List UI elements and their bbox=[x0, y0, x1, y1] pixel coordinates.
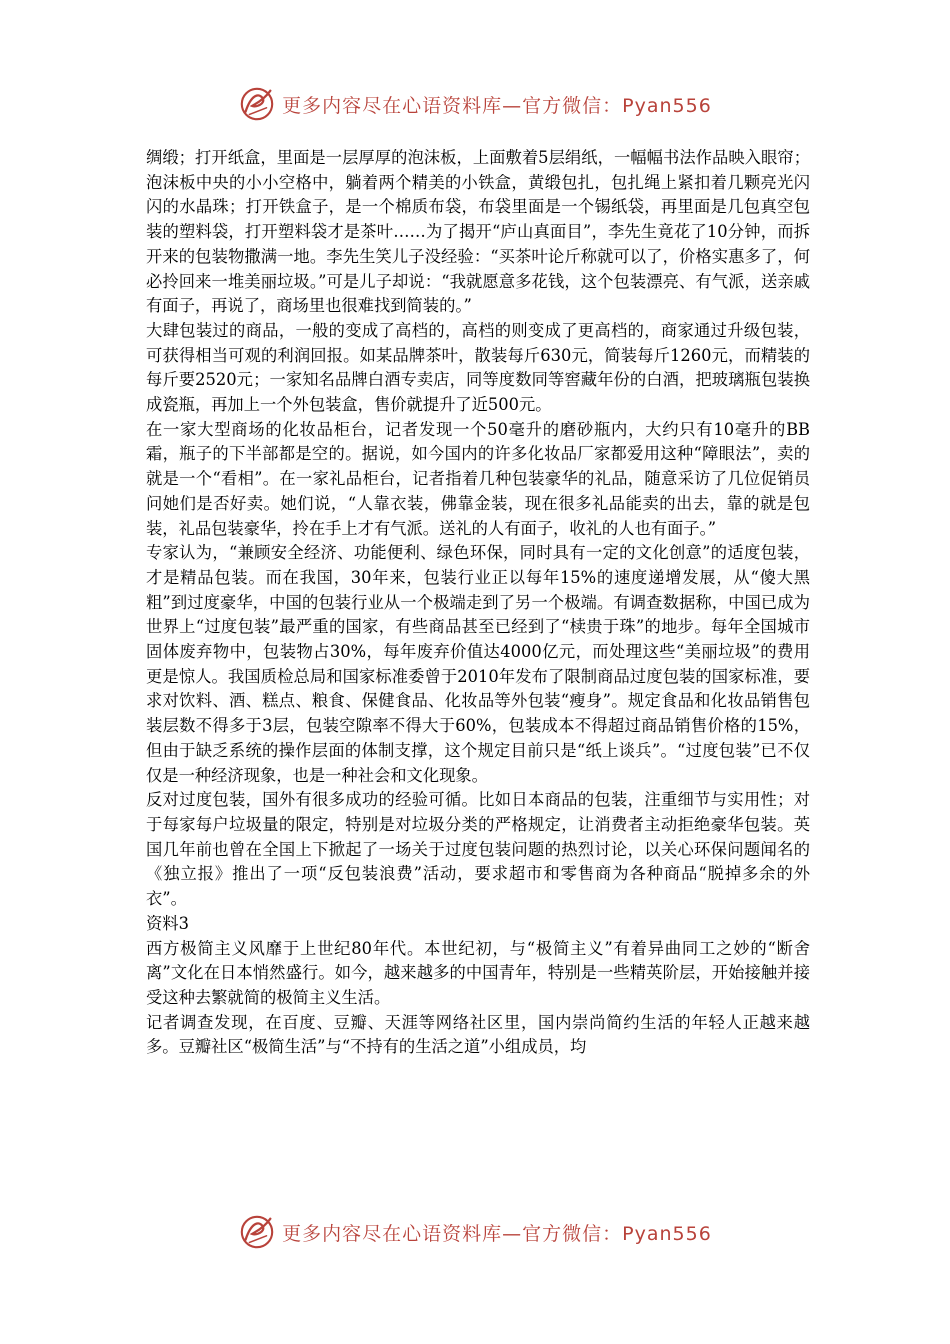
paragraph-foreign-experience: 反对过度包装，国外有很多成功的经验可循。比如日本商品的包装，注重细节与实用性；对于每家每户垃圾量的限定，特别是对垃圾分类的严格规定，让消费者主动拒绝豪华包装。英国几年前也曾在全国上下掀起了一场关于过度包装问题的热烈讨论，以关心环保问题闻名的《独立报》推出了一项“反包装浪费”活动，要求超市和零售商为各种商品“脱掉多余的外衣”。 bbox=[146, 790, 810, 909]
paragraph-survey: 记者调查发现，在百度、豆瓣、天涯等网络社区里，国内崇尚简约生活的年轻人正越来越多。豆瓣社区“极简生活”与“不持有的生活之道”小组成员，均 bbox=[146, 1012, 810, 1057]
paragraph-minimalism: 西方极简主义风靡于上世纪80年代。本世纪初，与“极简主义”有着异曲同工之妙的“断舍离”文化在日本悄然盛行。如今，越来越多的中国青年，特别是一些精英阶层，开始接触并接受这种去繁就简的极简主义生活。 bbox=[146, 938, 810, 1007]
section-heading-material-3: 资料3 bbox=[146, 913, 189, 933]
footer-banner-text: 更多内容尽在心语资料库—官方微信：Pyan556 bbox=[282, 1222, 712, 1245]
paragraph-expert-opinion: 专家认为，“兼顾安全经济、功能便利、绿色环保，同时具有一定的文化创意”的适度包装，才是精品包装。而在我国，30年来，包装行业正以每年15%的速度递增发展，从“傻大黑粗”到过度豪华，中国的包装行业从一个极端走到了另一个极端。有调查数据称，中国已成为世界上“过度包装”最严重的国家，有些商品甚至已经到了“椟贵于珠”的地步。每年全国城市固体废弃物中，包装物占30%，每年废弃价值达4000亿元，而处理这些“美丽垃圾”的费用更是惊人。我国质检总局和国家标准委曾于2010年发布了限制商品过度包装的国家标准，要求对饮料、酒、糕点、粮食、保健食品、化妆品等外包装“瘦身”。规定食品和化妆品销售包装层数不得多于3层，包装空隙率不得大于60%，包装成本不得超过商品销售价格的15%，但由于缺乏系统的操作层面的体制支撑，这个规定目前只是“纸上谈兵”。“过度包装”已不仅仅是一种经济现象，也是一种社会和文化现象。 bbox=[146, 543, 810, 785]
paragraph-upgrade-packaging: 大肆包装过的商品，一般的变成了高档的，高档的则变成了更高档的，商家通过升级包装，可获得相当可观的利润回报。如某品牌茶叶，散装每斤630元，简装每斤1260元，而精装的每斤要2520元；一家知名品牌白酒专卖店，同等度数同等窖藏年份的白酒，把玻璃瓶包装换成瓷瓶，再加上一个外包装盒，售价就提升了近500元。 bbox=[146, 320, 810, 415]
header-banner bbox=[0, 84, 950, 124]
paragraph-tea-packaging: 绸缎；打开纸盒，里面是一层厚厚的泡沫板，上面敷着5层绢纸，一幅幅书法作品映入眼帘；泡沫板中央的小小空格中，躺着两个精美的小铁盒，黄缎包扎，包扎绳上紧扣着几颗亮光闪闪的水晶珠；打开铁盒子，是一个棉质布袋，布袋里面是一个锡纸袋，再里面是几包真空包装的塑料袋，打开塑料袋才是茶叶……为了揭开“庐山真面目”，李先生竟花了10分钟，而拆开来的包装物撒满一地。李先生笑儿子没经验：“买茶叶论斤称就可以了，价格实惠多了，何必拎回来一堆美丽垃圾。”可是儿子却说：“我就愿意多花钱，这个包装漂亮、有气派，送亲戚有面子，再说了，商场里也很难找到简装的。” bbox=[146, 148, 810, 316]
paragraph-cosmetics: 在一家大型商场的化妆品柜台，记者发现一个50毫升的磨砂瓶内，大约只有10毫升的BB霜，瓶子的下半部都是空的。据说，如今国内的许多化妆品厂家都爱用这种“障眼法”，卖的就是一个“看相”。在一家礼品柜台，记者指着几种包装豪华的礼品，随意采访了几位促销员问她们是否好卖。她们说，“人靠衣装，佛靠金装，现在很多礼品能卖的出去，靠的就是包装，礼品包装豪华，拎在手上才有气派。送礼的人有面子，收礼的人也有面子。” bbox=[146, 419, 810, 538]
document-body bbox=[146, 146, 810, 1060]
signature-logo-icon bbox=[238, 1213, 276, 1251]
footer-banner bbox=[0, 1212, 950, 1252]
header-banner-text: 更多内容尽在心语资料库—官方微信：Pyan556 bbox=[282, 94, 712, 117]
signature-logo-icon bbox=[238, 85, 276, 123]
